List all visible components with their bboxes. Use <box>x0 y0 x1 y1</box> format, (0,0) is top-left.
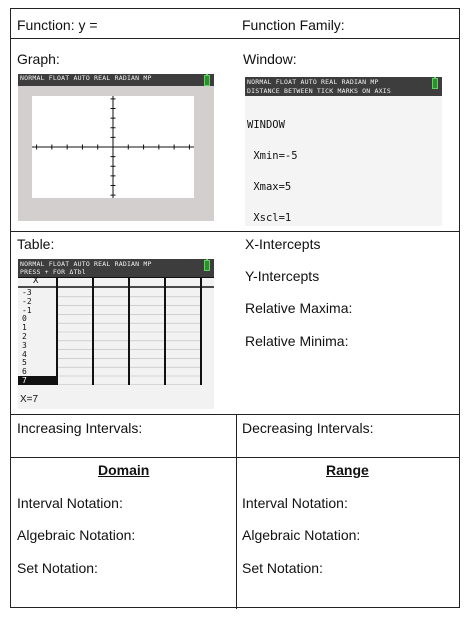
table-x-value: 1 <box>22 323 27 333</box>
window-settings <box>245 96 442 226</box>
table-x-value: 3 <box>22 340 27 350</box>
status-bar <box>18 74 214 86</box>
status-bar-subtitle: PRESS + FOR ΔTbl <box>20 268 86 276</box>
graph-axes <box>32 96 194 198</box>
status-bar-subtitle: DISTANCE BETWEEN TICK MARKS ON AXIS <box>247 86 391 95</box>
domain-header: Domain <box>98 462 150 478</box>
window-line: Xmax=5 <box>247 181 292 194</box>
window-line: Xmin=-5 <box>247 150 298 163</box>
range-algebraic-notation: Algebraic Notation: <box>242 527 361 543</box>
divider <box>11 38 459 39</box>
table-x-value: 2 <box>22 332 27 341</box>
range-set-notation: Set Notation: <box>242 560 323 576</box>
graph-label: Graph: <box>17 51 60 67</box>
graph-screen <box>18 74 214 221</box>
table-x-value: 0 <box>22 314 27 324</box>
worksheet <box>10 8 460 608</box>
table-x-value: 4 <box>22 349 27 359</box>
domain-algebraic-notation: Algebraic Notation: <box>17 527 136 543</box>
domain-set-notation: Set Notation: <box>17 560 98 576</box>
window-line: WINDOW <box>247 118 285 131</box>
table-x-value: -1 <box>22 305 32 315</box>
function-label: Function: y = <box>17 17 98 33</box>
x-intercepts-label: X-Intercepts <box>245 236 321 252</box>
table-grid <box>18 277 214 385</box>
status-bar <box>245 77 442 96</box>
relative-maxima-label: Relative Maxima: <box>245 300 353 316</box>
domain-interval-notation: Interval Notation: <box>17 495 123 511</box>
column-header-x: X <box>33 276 39 286</box>
table-screen <box>18 259 214 409</box>
divider <box>11 414 459 415</box>
status-bar-text: NORMAL FLOAT AUTO REAL RADIAN MP <box>20 260 152 268</box>
table-x-value: -3 <box>22 288 32 297</box>
window-line: Xscl=1 <box>247 212 292 225</box>
battery-icon <box>204 260 210 271</box>
table-footer: X=7 <box>20 394 39 405</box>
table-x-value: 5 <box>22 358 27 368</box>
table-lines <box>18 277 214 385</box>
divider <box>11 457 459 458</box>
range-header: Range <box>326 462 369 478</box>
battery-icon <box>204 75 210 86</box>
table-x-value: 7 <box>22 376 27 385</box>
column-divider <box>236 414 237 609</box>
table-label: Table: <box>17 236 55 252</box>
battery-icon <box>432 78 438 89</box>
window-screen <box>245 77 442 226</box>
divider <box>11 231 459 232</box>
graph-area <box>32 96 194 198</box>
function-family-label: Function Family: <box>242 17 345 33</box>
status-bar-text: NORMAL FLOAT AUTO REAL RADIAN MP <box>247 78 379 86</box>
status-bar-text: NORMAL FLOAT AUTO REAL RADIAN MP <box>20 74 152 82</box>
window-label: Window: <box>243 51 297 67</box>
decreasing-intervals-label: Decreasing Intervals: <box>242 420 374 436</box>
status-bar <box>18 259 214 277</box>
increasing-intervals-label: Increasing Intervals: <box>17 420 143 436</box>
range-interval-notation: Interval Notation: <box>242 495 348 511</box>
relative-minima-label: Relative Minima: <box>245 333 349 349</box>
y-intercepts-label: Y-Intercepts <box>245 268 320 284</box>
table-x-value: 6 <box>22 367 27 377</box>
table-x-value: -2 <box>22 296 32 306</box>
